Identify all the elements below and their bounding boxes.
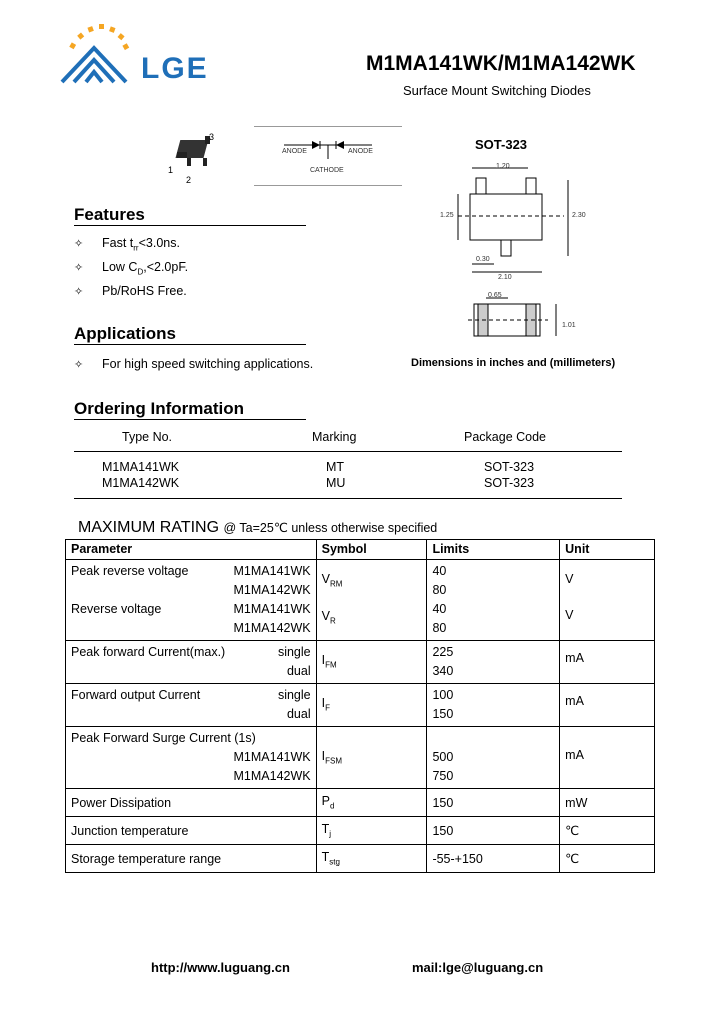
diamond-bullet-icon: ✧ xyxy=(74,238,84,250)
email-link[interactable]: mail:lge@luguang.cn xyxy=(412,960,544,975)
diamond-bullet-icon: ✧ xyxy=(74,262,84,274)
anode-left-label: ANODE xyxy=(282,148,307,155)
features-heading: Features xyxy=(74,205,306,226)
table-row: Power Dissipation $P_d$ 150 mW xyxy=(66,789,655,817)
diamond-bullet-icon: ✧ xyxy=(74,359,84,371)
dim-1-01: 1.01 xyxy=(562,322,576,329)
dim-2-30: 2.30 xyxy=(572,212,586,219)
logo-emblem-icon xyxy=(58,22,133,92)
dim-1-25: 1.25 xyxy=(440,212,454,219)
applications-heading: Applications xyxy=(74,324,306,345)
page-subtitle: Surface Mount Switching Diodes xyxy=(403,83,591,98)
ordering-table: Type No. Marking Package Code M1MA141WK MT SOT-323 M1MA142WK MU SOT-323 xyxy=(74,424,622,500)
anode-right-label: ANODE xyxy=(348,148,373,155)
list-item: ✧ Fast $t_{rr}<3.0ns$. xyxy=(74,236,180,253)
dim-2-10: 2.10 xyxy=(498,274,512,281)
circuit-diagram xyxy=(254,126,402,186)
list-item: ✧ For high speed switching applications. xyxy=(74,357,314,371)
table-row: Junction temperature $T_j$ 150 ℃ xyxy=(66,817,655,845)
company-logo xyxy=(58,22,238,92)
table-row: Peak reverse voltage M1MA141WK M1MA142WK Reverse voltage M1MA141WK M1MA142WK $V_{RM}$ $V_R$ 40 80 40 80 V V xyxy=(66,560,655,641)
max-rating-table: Parameter Symbol Limits Unit Peak reverse voltage M1MA141WK M1MA142WK Reverse voltage M1MA141WK M1MA142WK $V_{RM}$ $V_R$ 40 80 40 80 V V Peak forward Current(max.) single dual $I_{FM}$ 225 340 mA Forward output Current single dual $I_F$ 100 150 mA Peak Forward Surge Current (1s) M1MA141WK M1MA142WK $I_{FSM}$ 500 750 mA Power Dissipation $P_d$ 150 mW Junction temperature $T_j$ 150 ℃ Storage temperature range $T_{stg}$ -55-+150 ℃ xyxy=(65,539,655,873)
ordering-header-package: Package Code xyxy=(464,430,547,444)
dim-0-30: 0.30 xyxy=(476,256,490,263)
list-item: ✧ Pb/RoHS Free. xyxy=(74,284,187,298)
ordering-header-marking: Marking xyxy=(312,430,357,444)
sot323-dimension-drawing xyxy=(438,160,598,350)
dimension-caption: Dimensions in inches and (millimeters) xyxy=(411,357,616,369)
max-rating-title: MAXIMUM RATING @ Ta=25℃ unless otherwise specified xyxy=(78,519,438,536)
list-item: ✧ Low $C_D,<2.0pF$. xyxy=(74,260,189,277)
logo-text: LGE xyxy=(141,52,209,85)
dim-0-65: 0.65 xyxy=(488,292,502,299)
package-image xyxy=(165,130,225,185)
pin-1-label: 1 xyxy=(168,165,174,175)
table-row: Forward output Current single dual $I_F$ 100 150 mA xyxy=(66,684,655,727)
ordering-heading: Ordering Information xyxy=(74,399,306,420)
applications-list xyxy=(74,357,313,371)
table-row: Storage temperature range $T_{stg}$ -55-+150 ℃ xyxy=(66,845,655,873)
dim-1-20: 1.20 xyxy=(496,163,510,170)
cathode-label: CATHODE xyxy=(310,167,344,174)
part-number-title: M1MA141WK/M1MA142WK xyxy=(366,52,636,75)
pin-3-label: 3 xyxy=(209,132,215,142)
table-row: Peak Forward Surge Current (1s) M1MA141WK M1MA142WK $I_{FSM}$ 500 750 mA xyxy=(66,727,655,789)
features-list xyxy=(74,236,188,308)
pin-2-label: 2 xyxy=(186,175,192,185)
website-link[interactable]: http://www.luguang.cn xyxy=(151,960,290,975)
ordering-header-type: Type No. xyxy=(122,430,173,444)
diamond-bullet-icon: ✧ xyxy=(74,286,84,298)
table-row: Peak forward Current(max.) single dual $I_{FM}$ 225 340 mA xyxy=(66,641,655,684)
package-name: SOT-323 xyxy=(475,137,528,152)
